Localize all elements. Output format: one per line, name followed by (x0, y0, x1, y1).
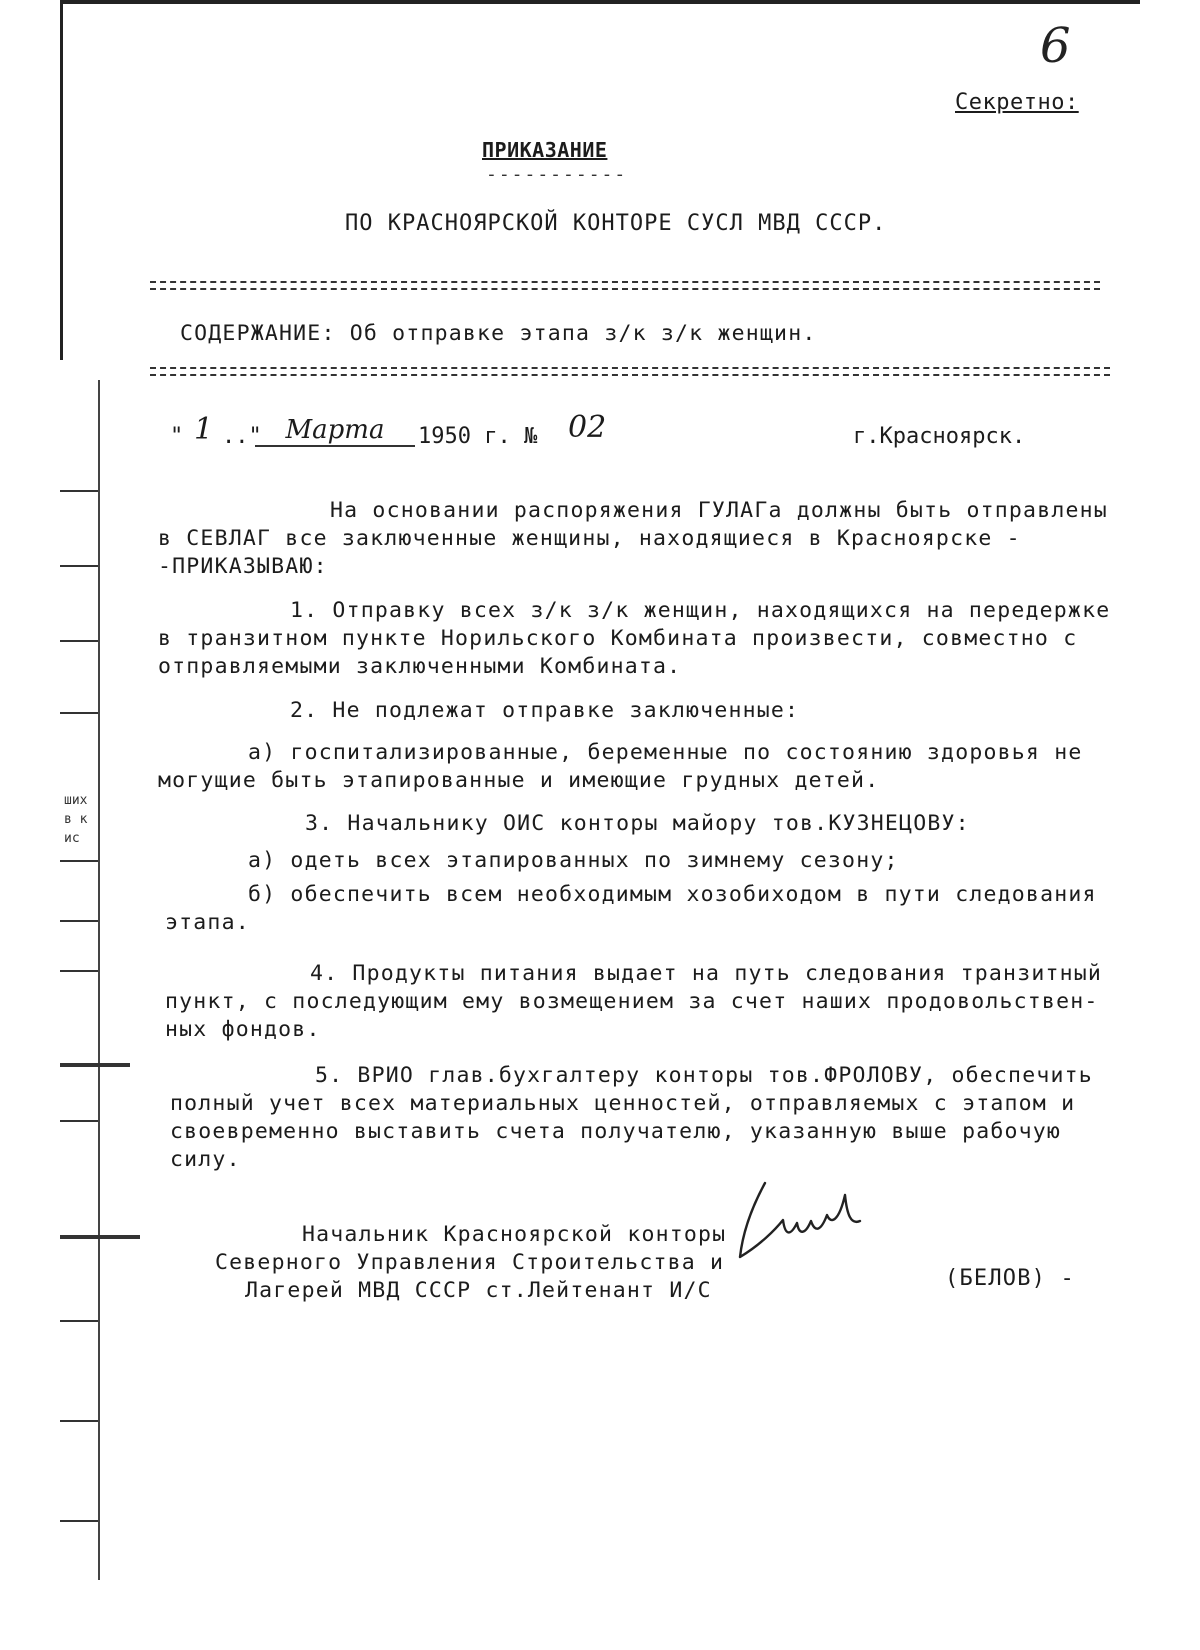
binding-tick (60, 1063, 130, 1067)
body-line: этапа. (165, 910, 250, 935)
binding-tick (60, 1420, 98, 1422)
body-line: в СЕВЛАГ все заключенные женщины, находящиеся в Красноярске - (158, 526, 1021, 551)
binding-tick (60, 1520, 98, 1522)
title-underline: ----------- (486, 164, 628, 185)
divider-rule (150, 367, 1110, 376)
body-line: отправляемыми заключенными Комбината. (158, 654, 682, 679)
body-line: 3. Начальнику ОИС конторы майору тов.КУЗНЕЦОВУ: (305, 811, 970, 836)
body-line: силу. (170, 1147, 241, 1172)
binding-tick (60, 970, 98, 972)
body-line: могущие быть этапированные и имеющие грудных детей. (158, 768, 880, 793)
order-number: 02 (568, 410, 607, 445)
signature-title-line: Лагерей МВД СССР ст.Лейтенант И/С (245, 1278, 712, 1303)
body-line: -ПРИКАЗЫВАЮ: (158, 554, 328, 579)
page-edge (60, 0, 1140, 4)
body-line: ных фондов. (165, 1017, 321, 1042)
signer-name: (БЕЛОВ) - (945, 1266, 1076, 1291)
handwritten-signature (735, 1175, 865, 1270)
margin-fragment: ших (64, 793, 88, 808)
body-line: а) одеть всех этапированных по зимнему сезону; (248, 848, 899, 873)
binding-tick (60, 1235, 140, 1239)
binding-tick (60, 490, 98, 492)
body-line: пункт, с последующим ему возмещением за счет наших продовольствен- (165, 989, 1099, 1014)
page-edge-left (60, 0, 63, 360)
document-title: ПРИКАЗАНИЕ (482, 138, 608, 162)
binding-tick (60, 860, 98, 862)
body-line: 2. Не подлежат отправке заключенные: (290, 698, 800, 723)
page-number: 6 (1040, 18, 1071, 74)
date-line (170, 412, 1070, 452)
signature-title-line: Северного Управления Строительства и (215, 1250, 725, 1275)
content-subject: СОДЕРЖАНИЕ: Об отправке этапа з/к з/к женщин. (180, 321, 817, 346)
binding-tick (60, 1120, 98, 1122)
body-line: полный учет всех материальных ценностей, отправляемых с этапом и (170, 1091, 1076, 1116)
binding-tick (60, 1320, 98, 1322)
city: г.Красноярск. (853, 424, 1026, 449)
body-line: 1. Отправку всех з/к з/к женщин, находящихся на передержке (290, 598, 1111, 623)
date-quote-close: .." (222, 424, 262, 449)
divider-rule (150, 281, 1100, 290)
binding-tick (60, 920, 98, 922)
binding-tick (60, 640, 98, 642)
date-month: Марта (255, 415, 415, 447)
body-line: б) обеспечить всем необходимым хозобиходом в пути следования (248, 882, 1097, 907)
body-line: а) госпитализированные, беременные по состоянию здоровья не (248, 740, 1083, 765)
binding-tick (60, 712, 98, 714)
classification-mark: Секретно: (955, 90, 1079, 115)
body-line: своевременно выставить счета получателю, указанную выше рабочую (170, 1119, 1062, 1144)
issuing-organization: ПО КРАСНОЯРСКОЙ КОНТОРЕ СУСЛ МВД СССР. (345, 211, 887, 236)
margin-fragment: в к (64, 812, 88, 827)
margin-fragment: ис (64, 831, 80, 846)
signature-title-line: Начальник Красноярской конторы (302, 1222, 727, 1247)
date-day: 1 (194, 412, 214, 447)
body-line: 5. ВРИО глав.бухгалтеру конторы тов.ФРОЛОВУ, обеспечить (315, 1063, 1093, 1088)
body-line: 4. Продукты питания выдает на путь следования транзитный (310, 961, 1103, 986)
date-quote-open: " (170, 424, 184, 449)
date-year: 1950 г. № (418, 424, 538, 449)
body-line: На основании распоряжения ГУЛАГа должны быть отправлены (330, 498, 1108, 523)
body-line: в транзитном пункте Норильского Комбината произвести, совместно с (158, 626, 1078, 651)
binding-tick (60, 565, 98, 567)
binding-line (98, 380, 100, 1580)
